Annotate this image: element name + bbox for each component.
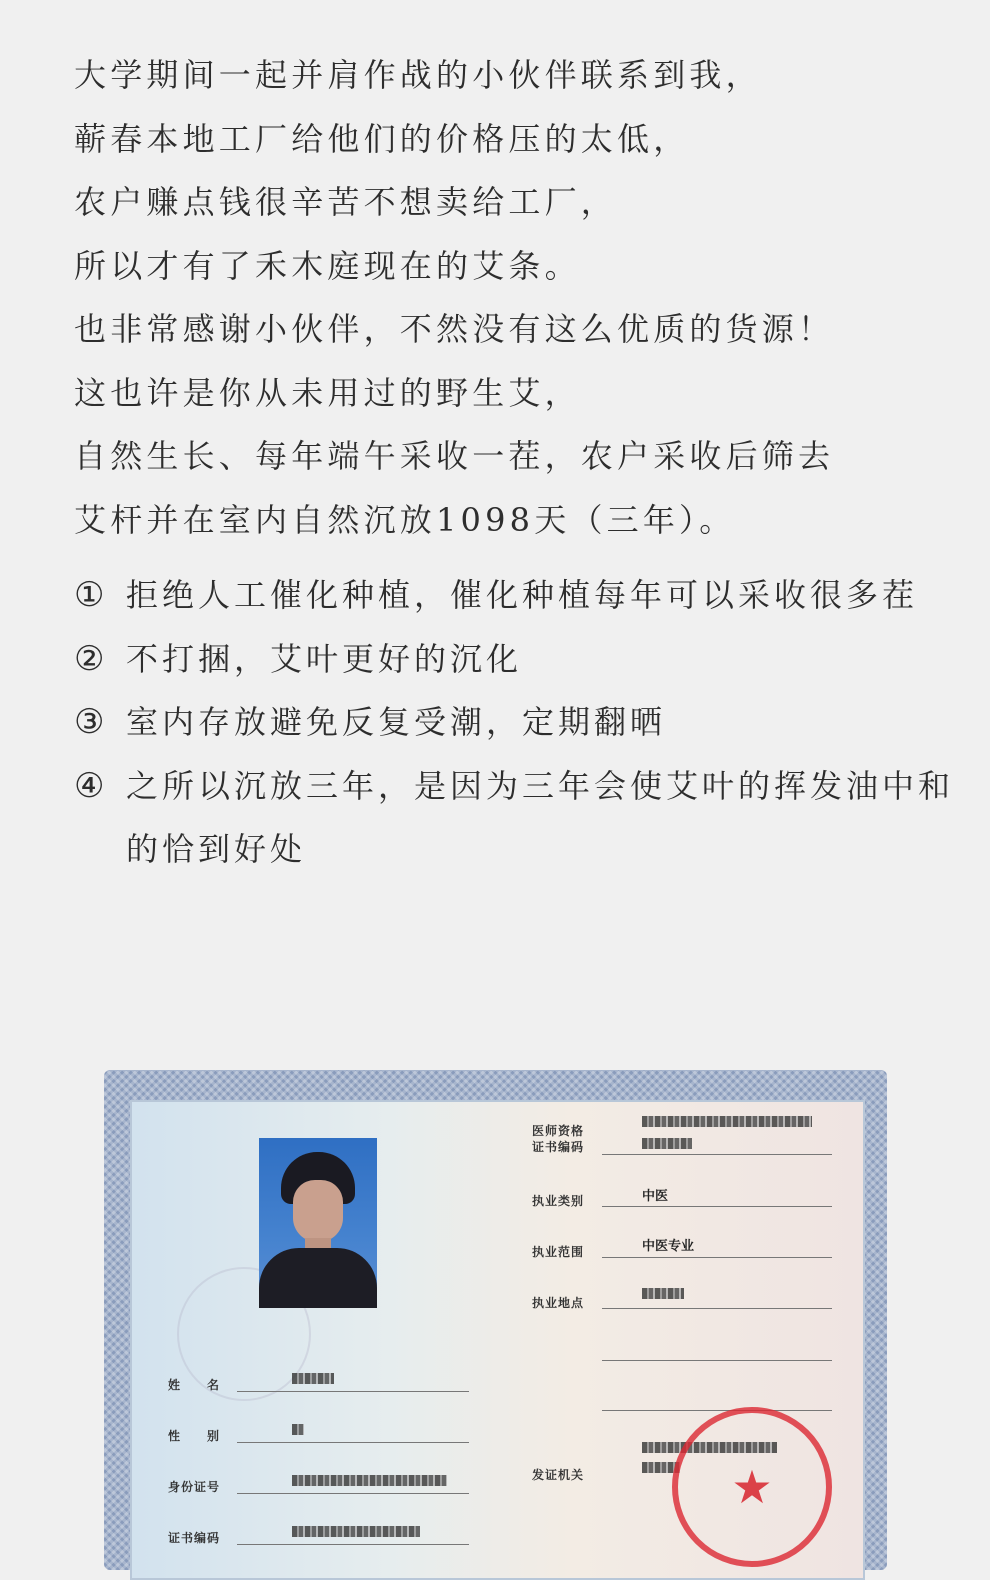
qualification-label-1: 医师资格 (532, 1124, 585, 1138)
intro-line: 所以才有了禾木庭现在的艾条。 (74, 246, 581, 285)
practice-type-value: 中医 (642, 1189, 669, 1204)
intro-paragraph (74, 44, 974, 552)
redacted-gender (292, 1424, 304, 1435)
issuer-label: 发证机关 (532, 1468, 585, 1482)
list-item (74, 628, 974, 692)
blank-line-2 (602, 1410, 832, 1411)
list-item (74, 691, 974, 755)
list-item-text: 不打捆，艾叶更好的沉化 (126, 639, 523, 678)
redacted-cert-number (292, 1526, 420, 1537)
id-number-label: 身份证号 (168, 1480, 221, 1494)
qualification-line (602, 1154, 832, 1155)
practice-place-line (602, 1308, 832, 1309)
red-official-seal (672, 1407, 832, 1567)
id-number-line (237, 1493, 469, 1494)
practice-type-line (602, 1206, 832, 1207)
practice-scope-line (602, 1257, 832, 1258)
redacted-name (292, 1373, 334, 1384)
certificate-page (130, 1100, 865, 1580)
redacted-id-number (292, 1475, 447, 1486)
intro-line: 自然生长、每年端午采收一茬，农户采收后筛去 (74, 437, 835, 475)
practice-scope-value: 中医专业 (642, 1239, 695, 1254)
intro-line: 农户赚点钱很辛苦不想卖给工厂， (74, 183, 618, 221)
qualification-label-2: 证书编码 (532, 1140, 585, 1154)
cert-number-line (237, 1544, 469, 1545)
star-icon: ★ (731, 1460, 773, 1514)
intro-line: 这也许是你从未用过的野生艾， (74, 373, 581, 412)
number-marker: ③ (74, 702, 105, 742)
practice-scope-label: 执业范围 (532, 1245, 585, 1259)
list-item-text: 拒绝人工催化种植，催化种植每年可以采收很多茬 (126, 576, 919, 614)
list-item-text: 之所以沉放三年，是因为三年会使艾叶的挥发油中和的恰到好处 (126, 766, 955, 868)
gender-label: 性 别 (168, 1429, 221, 1443)
list-item (74, 755, 974, 882)
intro-line: 大学期间一起并肩作战的小伙伴联系到我， (74, 56, 762, 94)
number-marker: ② (74, 638, 105, 679)
intro-line: 蕲春本地工厂给他们的价格压的太低， (74, 119, 690, 158)
practice-place-label: 执业地点 (532, 1296, 585, 1310)
list-item-text: 室内存放避免反复受潮，定期翻晒 (126, 703, 667, 741)
redacted-qualification-code-2 (642, 1138, 692, 1149)
redacted-qualification-code (642, 1116, 812, 1127)
practice-type-label: 执业类别 (532, 1194, 585, 1208)
cert-number-label: 证书编码 (168, 1531, 221, 1545)
name-line (237, 1391, 469, 1392)
intro-line: 也非常感谢小伙伴，不然没有这么优质的货源！ (74, 310, 835, 348)
blank-line-1 (602, 1360, 832, 1361)
number-marker: ④ (74, 765, 105, 806)
number-marker: ① (74, 575, 105, 615)
feature-list (74, 564, 974, 882)
physician-certificate (104, 1070, 887, 1570)
redacted-practice-place (642, 1288, 684, 1299)
intro-line: 艾杆并在室内自然沉放1098天（三年）。 (74, 500, 736, 539)
id-photo (259, 1138, 377, 1308)
gender-line (237, 1442, 469, 1443)
list-item (74, 564, 974, 628)
name-label: 姓 名 (168, 1378, 221, 1392)
